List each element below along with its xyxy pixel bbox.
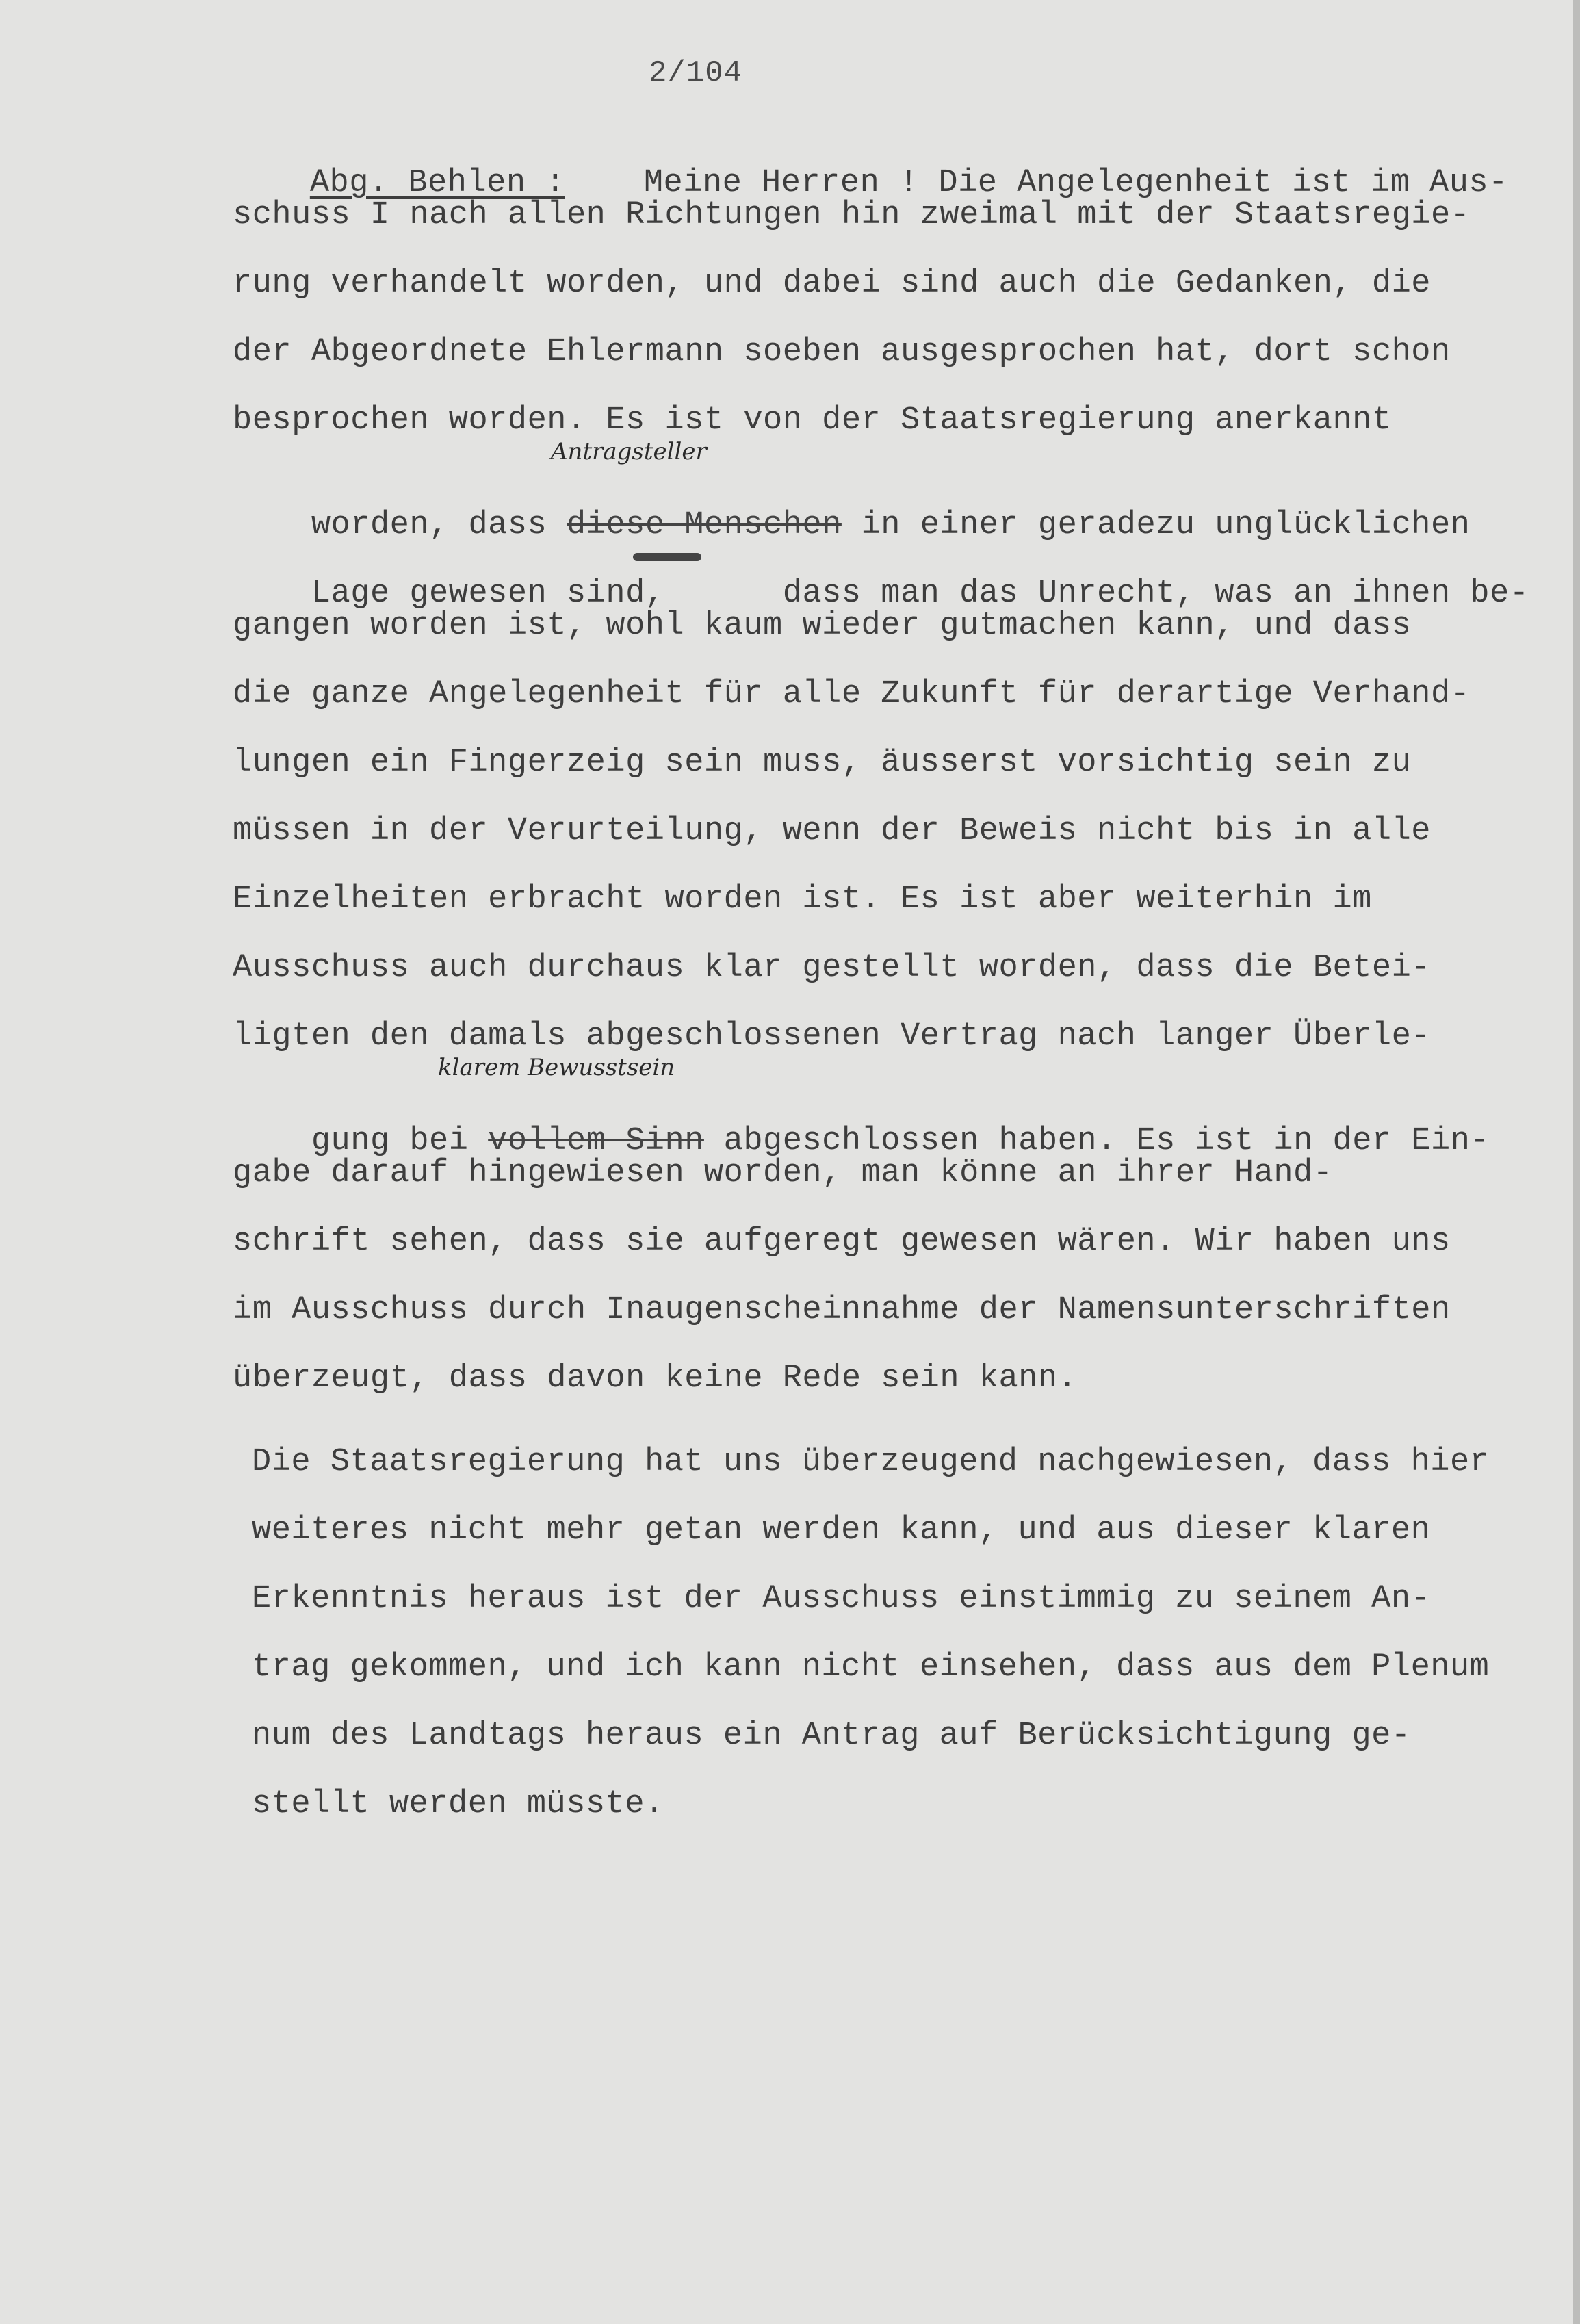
line-text: in einer geradezu unglücklichen [841, 507, 1471, 543]
line-text: Meine Herren ! Die Angelegenheit ist im Aus- [643, 165, 1508, 201]
text-line: trag gekommen, und ich kann nicht einsehen, dass aus dem Plenum [252, 1649, 1490, 1686]
line-text: abgeschlossen haben. Es ist in der Ein- [703, 1123, 1490, 1159]
text-line: besprochen worden. Es ist von der Staatsregierung anerkannt [233, 402, 1392, 439]
handwritten-correction: Antragsteller [551, 438, 707, 465]
text-line: stellt werden müsste. [252, 1786, 664, 1822]
line-text: Lage gewesen sind, [311, 576, 685, 612]
text-line: weiteres nicht mehr getan werden kann, und aus dieser klaren [252, 1512, 1431, 1549]
handwritten-correction: klarem Bewusstsein [438, 1054, 675, 1081]
page-number: 2/104 [649, 56, 743, 90]
text-line: lungen ein Fingerzeig sein muss, äusserst vorsichtig sein zu [233, 745, 1412, 781]
text-line: Ausschuss auch durchaus klar gestellt worden, dass die Betei- [233, 950, 1431, 986]
text-line: gabe darauf hingewiesen worden, man könne an ihrer Hand- [233, 1155, 1333, 1191]
text-line: Die Staatsregierung hat uns überzeugend nachgewiesen, dass hier [252, 1444, 1490, 1480]
page-edge-shadow [1573, 0, 1580, 2324]
text-line: müssen in der Verurteilung, wenn der Beweis nicht bis in alle [233, 813, 1431, 849]
text-line: Einzelheiten erbracht worden ist. Es ist aber weiterhin im [233, 881, 1372, 918]
line-text: dass man das Unrecht, was an ihnen be- [763, 576, 1529, 612]
line-text: gung bei [311, 1123, 489, 1159]
text-line: gangen worden ist, wohl kaum wieder gutmachen kann, und dass [233, 608, 1412, 644]
text-line: im Ausschuss durch Inaugenscheinnahme der Namensunterschriften [233, 1292, 1451, 1328]
speaker-name: Abg. Behlen : [309, 165, 565, 201]
text-line: num des Landtags heraus ein Antrag auf Berücksichtigung ge- [252, 1718, 1411, 1754]
struck-text: diese Menschen [567, 507, 842, 543]
text-line: der Abgeordnete Ehlermann soeben ausgesprochen hat, dort schon [233, 334, 1451, 370]
struck-text: vollem Sinn [488, 1123, 704, 1159]
text-line: rung verhandelt worden, und dabei sind auch die Gedanken, die [233, 266, 1431, 302]
line-text: worden, dass [311, 507, 567, 543]
text-line: schrift sehen, dass sie aufgeregt gewesen wären. Wir haben uns [233, 1224, 1451, 1260]
text-line: ligten den damals abgeschlossenen Vertrag nach langer Überle- [233, 1018, 1431, 1055]
text-line: schuss I nach allen Richtungen hin zweimal mit der Staatsregie- [233, 197, 1471, 233]
text-line: Erkenntnis heraus ist der Ausschuss einstimmig zu seinem An- [252, 1581, 1431, 1617]
text-line: überzeugt, dass davon keine Rede sein kann. [233, 1360, 1078, 1397]
text-line: die ganze Angelegenheit für alle Zukunft für derartige Verhand- [233, 676, 1471, 712]
